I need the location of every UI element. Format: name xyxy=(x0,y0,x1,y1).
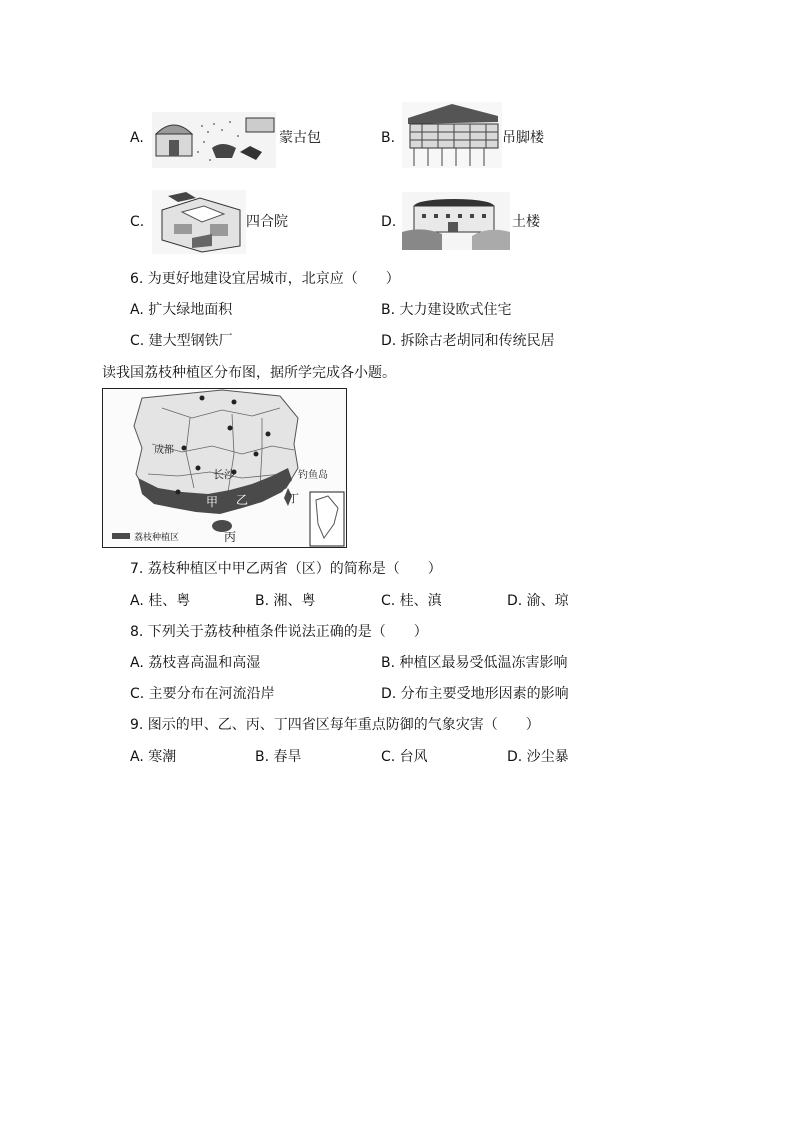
q6-stem: 6. 为更好地建设宜居城市，北京应（ ） xyxy=(130,271,400,287)
q6-option-a: A. 扩大绿地面积 xyxy=(130,302,233,318)
map-label-bing: 丙 xyxy=(224,530,237,544)
q8-stem: 8. 下列关于荔枝种植条件说法正确的是（ ） xyxy=(130,624,428,640)
stilt-house-image xyxy=(402,102,502,168)
q9-stem: 9. 图示的甲、乙、丙、丁四省区每年重点防御的气象灾害（ ） xyxy=(130,717,540,733)
map-label-chengdu: 成都 xyxy=(154,445,174,456)
q7-option-d: D. 渝、琼 xyxy=(507,593,569,609)
option-b-letter: B. xyxy=(381,130,396,146)
option-d-label: 土楼 xyxy=(512,214,540,230)
option-c-letter: C. xyxy=(130,214,145,230)
q9-option-b: B. 春旱 xyxy=(255,749,302,765)
q8-option-d: D. 分布主要受地形因素的影响 xyxy=(381,686,569,702)
q6-option-d: D. 拆除古老胡同和传统民居 xyxy=(381,333,555,349)
q7-option-a: A. 桂、粤 xyxy=(130,593,191,609)
option-b-label: 吊脚楼 xyxy=(502,130,544,146)
q9-option-d: D. 沙尘暴 xyxy=(507,749,569,765)
q8-option-c: C. 主要分布在河流沿岸 xyxy=(130,686,275,702)
q6-option-c: C. 建大型钢铁厂 xyxy=(130,333,233,349)
option-c-label: 四合院 xyxy=(246,214,288,230)
q7-option-b: B. 湘、粤 xyxy=(255,593,316,609)
map-label-diaoyu: 钓鱼岛 xyxy=(298,470,328,481)
map-label-jia: 甲 xyxy=(206,495,219,509)
q7-option-c: C. 桂、滇 xyxy=(381,593,442,609)
lychee-distribution-map xyxy=(102,388,347,548)
q7-stem: 7. 荔枝种植区中甲乙两省（区）的简称是（ ） xyxy=(130,561,442,577)
q9-option-a: A. 寒潮 xyxy=(130,749,177,765)
tulou-image xyxy=(402,192,510,250)
q9-option-c: C. 台风 xyxy=(381,749,428,765)
courtyard-house-image xyxy=(152,190,246,254)
map-intro: 读我国荔枝种植区分布图，据所学完成各小题。 xyxy=(102,365,396,381)
option-a-letter: A. xyxy=(130,130,144,146)
q8-option-b: B. 种植区最易受低温冻害影响 xyxy=(381,655,568,671)
mongolian-yurt-image xyxy=(152,112,276,168)
map-legend-label: 荔枝种植区 xyxy=(134,533,180,543)
option-a-label: 蒙古包 xyxy=(279,130,321,146)
q6-option-b: B. 大力建设欧式住宅 xyxy=(381,302,512,318)
map-label-changsha: 长沙 xyxy=(213,468,235,481)
map-label-yi: 乙 xyxy=(236,493,249,507)
q8-option-a: A. 荔枝喜高温和高湿 xyxy=(130,655,261,671)
map-label-ding: 丁 xyxy=(288,492,299,505)
option-d-letter: D. xyxy=(381,214,397,230)
